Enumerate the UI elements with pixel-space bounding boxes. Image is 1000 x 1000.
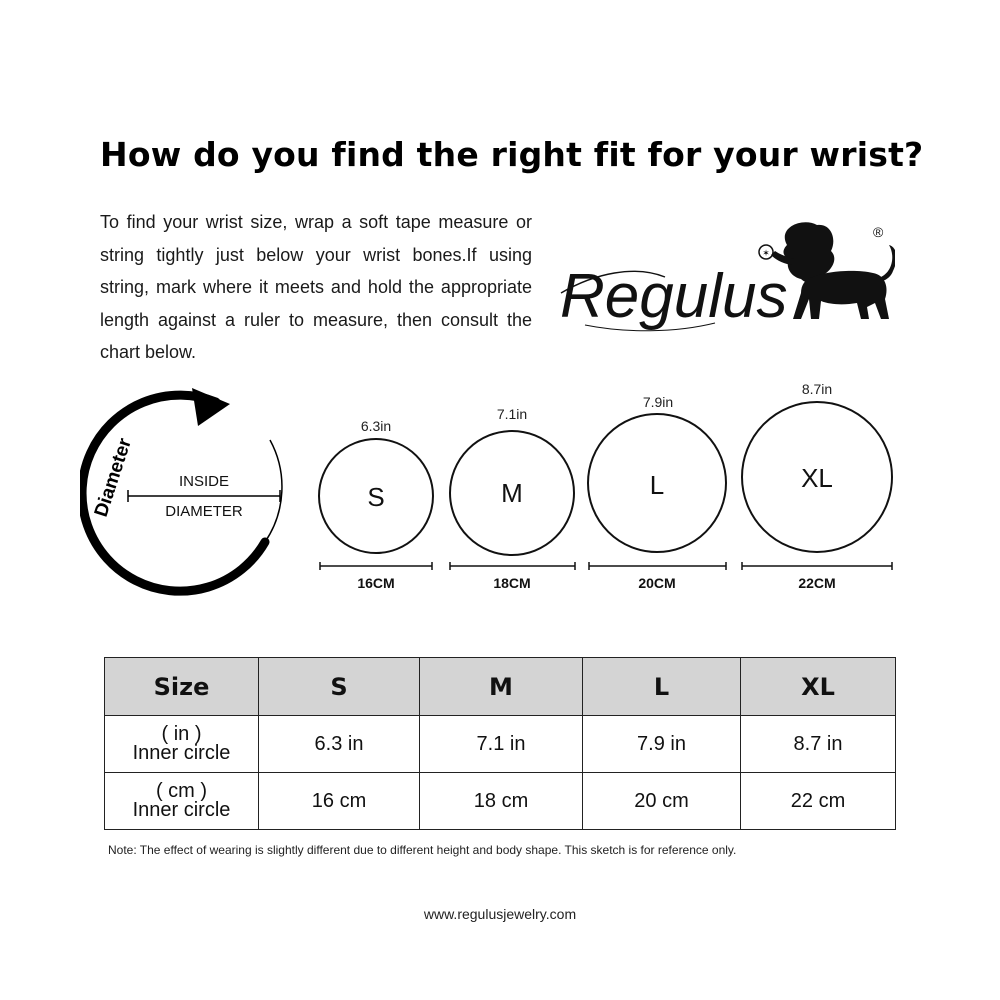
ring-size-label: L — [649, 470, 665, 500]
table-header-row — [105, 658, 896, 716]
size-table — [104, 657, 896, 830]
row-label: Inner circle — [132, 742, 231, 764]
row-label: Inner circle — [132, 799, 231, 821]
table-cell: 7.1 in — [420, 716, 583, 773]
table-row — [105, 773, 896, 830]
website-url: www.regulusjewelry.com — [423, 906, 577, 922]
table-cell: 22 cm — [741, 773, 896, 830]
diameter-sub-label: DIAMETER — [165, 503, 243, 520]
row-unit: ( in ) — [161, 723, 202, 745]
row-unit: ( cm ) — [155, 780, 208, 802]
diameter-label: Diameter — [90, 435, 136, 520]
table-cell: 7.9 in — [583, 716, 741, 773]
inside-label: INSIDE — [178, 473, 230, 490]
svg-text:✶: ✶ — [762, 248, 770, 258]
table-cell: 8.7 in — [741, 716, 896, 773]
ring-s — [319, 418, 433, 591]
registered-mark: ® — [873, 224, 884, 240]
disclaimer-note: Note: The effect of wearing is slightly different due to different height and body shape. This sketch is for reference only. — [108, 843, 737, 857]
logo-wordmark: Regulus — [560, 262, 788, 331]
ring-inches-label: 7.9in — [642, 394, 674, 410]
ring-cm-label: 20CM — [638, 575, 676, 591]
table-cell: 18 cm — [420, 773, 583, 830]
ring-size-label: XL — [801, 463, 833, 493]
ring-size-label: S — [367, 482, 385, 512]
table-row — [105, 716, 896, 773]
table-header-cell: XL — [741, 658, 896, 716]
ring-inches-label: 8.7in — [801, 381, 833, 397]
table-header-cell: M — [420, 658, 583, 716]
ring-l — [588, 394, 726, 591]
table-header-cell: L — [583, 658, 741, 716]
ring-cm-label: 22CM — [798, 575, 836, 591]
ring-xl — [742, 381, 892, 591]
table-header-cell: S — [259, 658, 420, 716]
ring-size-label: M — [501, 478, 523, 508]
table-header-cell: Size — [105, 658, 259, 716]
ring-m — [450, 406, 575, 591]
ring-cm-label: 18CM — [493, 575, 531, 591]
row-header-cell — [105, 716, 259, 773]
table-cell: 6.3 in — [259, 716, 420, 773]
row-header-cell — [105, 773, 259, 830]
regulus-logo — [555, 215, 895, 350]
instructions-paragraph: To find your wrist size, wrap a soft tape measure or string tightly just below your wrist bones.If using string, mark where it meets and hold the appropriate length against a ruler to measure, then consult the chart below. — [100, 212, 532, 362]
page-title: How do you find the right fit for your wrist? — [100, 135, 924, 174]
table-cell: 16 cm — [259, 773, 420, 830]
ring-cm-label: 16CM — [357, 575, 395, 591]
size-diagram — [80, 370, 920, 610]
table-cell: 20 cm — [583, 773, 741, 830]
ring-inches-label: 6.3in — [360, 418, 392, 434]
ring-inches-label: 7.1in — [496, 406, 528, 422]
